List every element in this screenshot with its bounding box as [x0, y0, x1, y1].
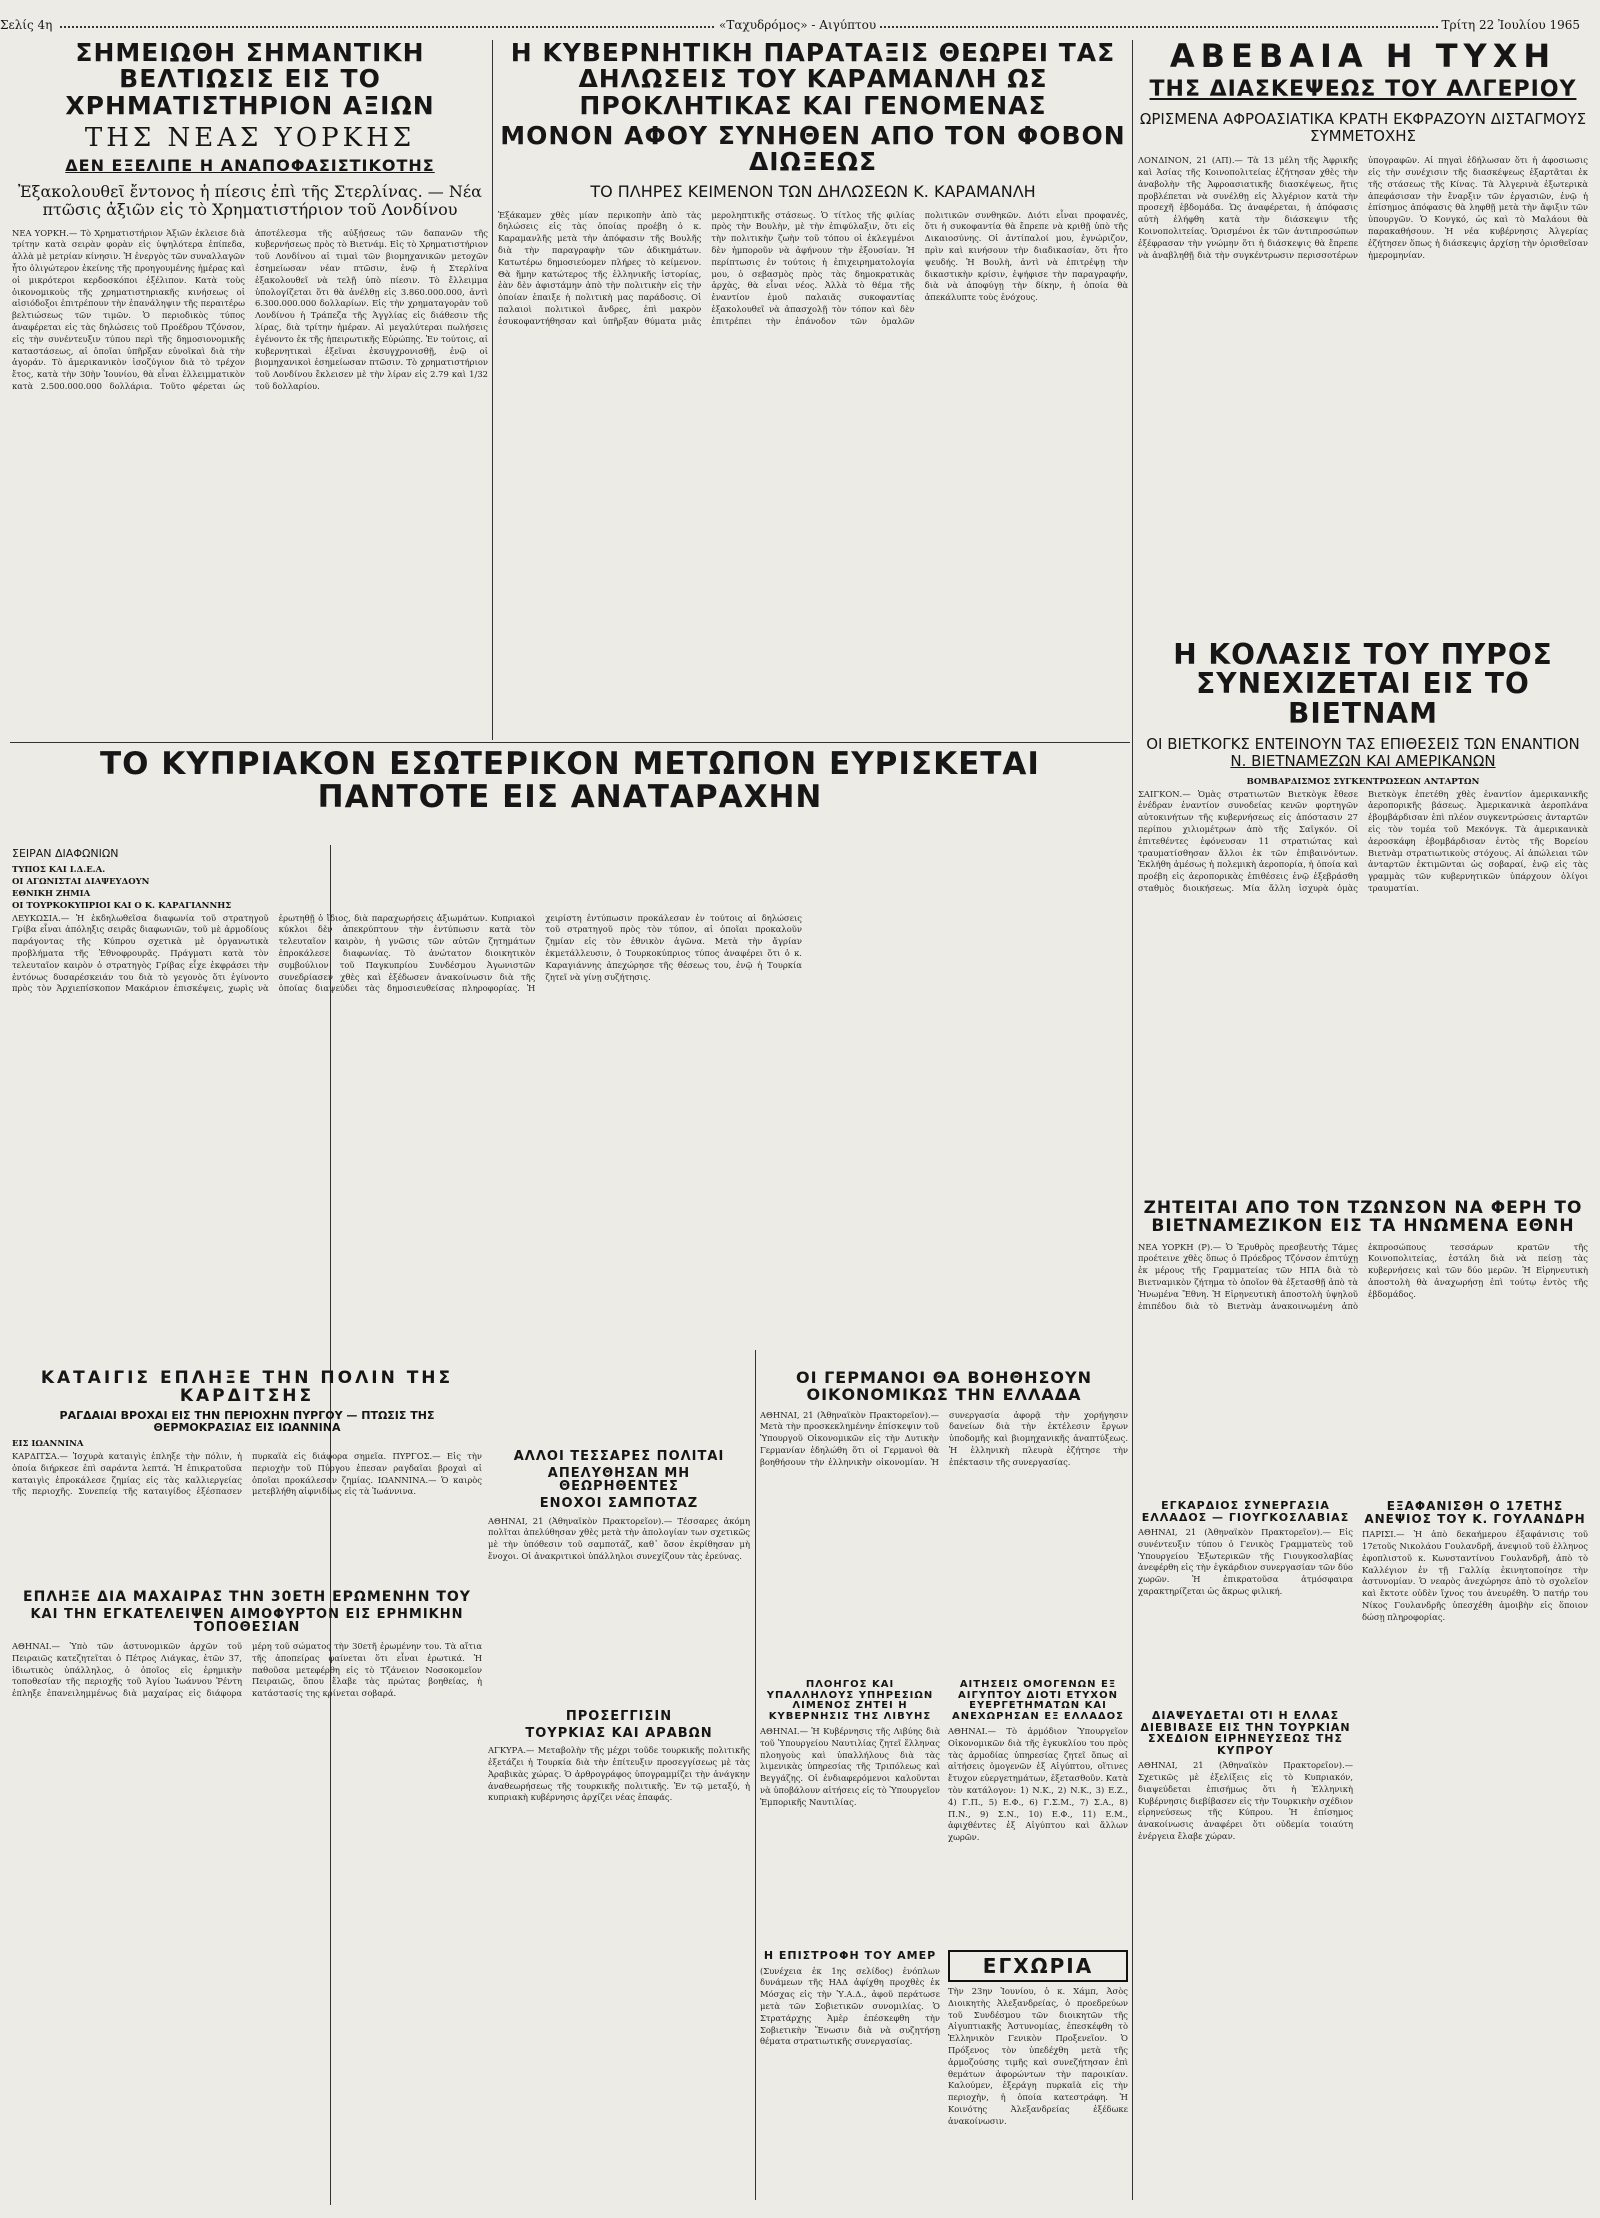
subheadline: ΡΑΓΔΑΙΑΙ ΒΡΟΧΑΙ ΕΙΣ ΤΗΝ ΠΕΡΙΟΧΗΝ ΠΥΡΓΟΥ — ΠΤΩΣΙΣ ΤΗΣ ΘΕΡΜΟΚΡΑΣΙΑΣ ΕΙΣ ΙΩΑΝΝΙΝΑ: [59, 1408, 435, 1435]
headline: Η ΕΠΙΣΤΡΟΦΗ ΤΟΥ ΑΜΕΡ: [763, 1950, 937, 1962]
headline: ΖΗΤΕΙΤΑΙ ΑΠΟ ΤΟΝ ΤΖΩΝΣΟΝ ΝΑ ΦΕΡΗ ΤΟ ΒΙΕΤΝΑΜΕΖΙΚΟΝ ΕΙΣ ΤΑ ΗΝΩΜΕΝΑ ΕΘΝΗ: [1143, 1200, 1583, 1236]
article-body: ΝΕΑ ΥΟΡΚΗ (Ρ).— Ὁ Ἐρυθρὸς πρεσβευτὴς Τάμες προέτεινε χθὲς ὅπως ὁ Πρόεδρος Τζόνσον ἐπιτύχῃ ἐκ μέρους τῆς Γραμματείας τῶν ΗΠΑ διὰ τὸ Βιετναμικὸν ζήτημα τὸ ὁποῖον θὰ ἐξετασθῇ ἀπὸ τὰ Ἡνωμένα Ἔθνη. Ἡ Εἰρηνευτικὴ ἀποστολὴ ὑψηλοῦ ἐπιπέδου διὰ τὸ Βιετνὰμ ἀνακοινωμένη ἀπὸ ἐκπροσώπους τεσσάρων κρατῶν τῆς Κοινοπολιτείας, ἐστάλη διὰ νὰ πείσῃ τὰς κυβερνήσεις καὶ τῶν δύο μερῶν. Ἡ Εἰρηνευτικὴ ἀποστολὴ θὰ ἀναχωρήσῃ ἐπὶ τούτῳ ἐντὸς τῆς ἑβδομάδος.: [1138, 1241, 1588, 1311]
article-algiers-conference: [1138, 40, 1588, 630]
headline: ΕΠΛΗΞΕ ΔΙΑ ΜΑΧΑΙΡΑΣ ΤΗΝ 30ΕΤΗ ΕΡΩΜΕΝΗΝ ΤΟΥ: [23, 1590, 471, 1605]
article-turkey-arabs: [488, 1710, 750, 2200]
headline: ΕΓΚΑΡΔΙΟΣ ΣΥΝΕΡΓΑΣΙΑ ΕΛΛΑΔΟΣ — ΓΙΟΥΓΚΟΣΛΑΒΙΑΣ: [1141, 1500, 1350, 1524]
article-body: ΑΓΚΥΡΑ.— Μεταβολὴν τῆς μέχρι τοῦδε τουρκικῆς πολιτικῆς ἐξετάζει ἡ Τουρκία διὰ τὴν ἐπίτευξιν προσεγγίσεως μὲ τὰς Ἀραβικὰς χώρας. Ὁ ἀρθρογράφος ὑπογραμμίζει τὴν ἀνάγκην ἀναθεωρήσεως τῆς τουρκικῆς πολιτικῆς. Ἐν τῷ μεταξύ, ἡ κυπριακὴ κυβέρνησις ἀρχίζει νέας ἐπαφάς.: [488, 1745, 750, 1803]
article-egypt-expatriates: [948, 1680, 1128, 1940]
headline: ΑΛΛΟΙ ΤΕΣΣΑΡΕΣ ΠΟΛΙΤΑΙ: [513, 1450, 725, 1464]
article-cyprus-peace-plan: [1138, 1710, 1353, 2200]
article-yugoslavia: [1138, 1500, 1353, 1700]
section-title: ΟΙ ΤΟΥΡΚΟΚΥΠΡΙΟΙ ΚΑΙ Ο Κ. ΚΑΡΑΓΙΑΝΝΗΣ: [12, 900, 232, 911]
article-body: ΚΑΡΔΙΤΣΑ.— Ἰσχυρὰ καταιγὶς ἐπληξε τὴν πόλιν, ἡ ὁποία διήρκεσε ἐπὶ σαράντα λεπτά. Ἡ ἐπικρατοῦσα καταιγὶς ἐπροκάλεσε ζημίας εἰς τὰς καλλιεργείας τῆς περιοχῆς. Συνεπείᾳ τῆς καταιγίδος ἐξέσπασεν πυρκαϊὰ εἰς διάφορα σημεῖα. ΠΥΡΓΟΣ.— Εἰς τὴν περιοχὴν τοῦ Πύργου ἐπεσαν ραγδαῖαι βροχαὶ αἱ ὁποῖαι προκάλεσαν ζημίας. ΙΩΑΝΝΙΝΑ.— Ὁ καιρὸς μετεβλήθη αἰφνιδίως εἰς τὰ Ἰωάννινα.: [12, 1450, 482, 1497]
issue-date: Τρίτη 22 Ἰουλίου 1965: [1438, 18, 1584, 32]
article-body: Ἐξάκαμεν χθὲς μίαν περικοπὴν ἀπὸ τὰς δηλώσεις εἰς τὰς ὁποίας προέβη ὁ κ. Καραμανλῆς μετὰ τὴν ἀπόφασιν τῆς Βουλῆς διὰ τὴν παραγραφὴν τῶν ἀδικημάτων. Κατωτέρω δημοσιεύομεν πλήρες τὸ κείμενον. Θὰ ἤμην κατώτερος τῆς ἑλληνικῆς ἱστορίας, ἐὰν δὲν ἀφιστάμην ἀπὸ τὴν πολιτικὴν εἰς τὴν ὁποίαν ἐπαιξε ἡ πολιτικὴ μας παράδοσις. Οἱ παλαιοὶ πολιτικοὶ ἄνδρες, ἐπὶ μακρὸν ἐσυκοφαντήθησαν καὶ ὑπῆρξαν θύματα μιᾶς μεροληπτικῆς στάσεως. Ὁ τίτλος τῆς φιλίας πρὸς τὴν Βουλὴν, μὲ τὴν ἐπιφύλαξιν, ὅτι εἰς τὴν πολιτικὴν ζωὴν τοῦ τόπου οἱ ἐκλεγμένοι δὲν ἠμποροῦν νὰ ἀφήνουν τὴν ἐξουσίαν. Ἡ περίπτωσις ἐν τούτοις ἡ ἐπιχειρηματολογία μου, ὁ σεβασμὸς πρὸς τὰς δημοκρατικὰς ἀρχὰς, θὰ εἶναι νέος. Ἀλλὰ τὸ θέμα τῆς ἐναντίον ἐμοῦ παλαιᾶς συκοφαντίας ἐξακολουθεῖ νὰ ἀπασχολῇ τὸν τόπον καὶ δὲν ἐπιτρέπει τὴν ἐπάνοδον τῶν ὁμαλῶν πολιτικῶν συνθηκῶν. Διότι εἶναι προφανές, ὅτι ἡ συκοφαντία θὰ ἔπρεπε νὰ κριθῇ ὑπὸ τῆς Δικαιοσύνης. Οἱ ἀντίπαλοί μου, ἐγνώριζον, πρὶν καὶ κινήσουν τὴν διαδικασίαν, ὅτι ἦτο ψευδής. Ἡ Βουλὴ, ἀντὶ νὰ ἐπιτρέψῃ τὴν δικαστικὴν κρίσιν, ἐψήφισε τὴν παραγραφήν, διὰ νὰ ἀποφύγῃ τὴν δίκην, ἡ ὁποία θὰ ἀπεκάλυπτε τοὺς ἐνόχους.: [498, 209, 1128, 326]
article-goulandris: [1362, 1500, 1588, 2200]
headline: ΠΡΟΣΕΓΓΙΣΙΝ: [565, 1710, 673, 1724]
article-body: ΑΘΗΝΑΙ.— Τὸ ἀρμόδιον Ὑπουργεῖον Οἰκονομικῶν διὰ τῆς ἐγκυκλίου του πρὸς τὰς ἁρμοδίας ὑπηρεσίας ζητεῖ ὅπως αἱ αἰτήσεις ὁμογενῶν ἐξ Αἰγύπτου, οἵτινες ἔτυχον εὐεργετημάτων, ἐξετασθοῦν. Κατὰ τὸν κατάλογον: 1) Ν.Κ., 2) Ν.Κ., 3) Ε.Ζ., 4) Γ.Π., 5) Ε.Φ., 6) Γ.Σ.Μ., 7) Σ.Α., 8) Π.Ν., 9) Σ.Ν., 10) Ε.Φ., 11) Ε.Μ., ἀφιχθέντες ἐξ Αἰγύπτου καὶ ἄλλων χωρῶν.: [948, 1726, 1128, 1843]
section-rule: [10, 742, 1130, 743]
subheadline: ΟΙ ΒΙΕΤΚΟΓΚΣ ΕΝΤΕΙΝΟΥΝ ΤΑΣ ΕΠΙΘΕΣΕΙΣ ΤΩΝ ΕΝΑΝΤΙΟΝ: [1146, 735, 1580, 754]
headline: ΤΟ ΚΥΠΡΙΑΚΟΝ ΕΣΩΤΕΡΙΚΟΝ ΜΕΤΩΠΟΝ ΕΥΡΙΣΚΕΤΑΙ ΠΑΝΤΟΤΕ ΕΙΣ ΑΝΑΤΑΡΑΧΗΝ: [100, 748, 1040, 815]
column-rule: [1132, 40, 1133, 2200]
article-body: ΠΑΡΙΣΙ.— Ἡ ἀπὸ δεκαήμερου ἐξαφάνισις τοῦ 17ετοῦς Νικολάου Γουλανδρῆ, ἀνεψιοῦ τοῦ ἑλληνος ἐφοπλιστοῦ κ. Κωνσταντίνου Γουλανδρῆ, ἀπὸ τὸ Καλλέγιον ἐν τῇ Γαλλίᾳ ἐκινητοποίησε τὴν ἀστυνομίαν. Ὁ νεαρὸς ἀνεχώρησε ἀπὸ τὸ σχολεῖον καὶ ἔκτοτε οὐδὲν ἴχνος του ἀνευρέθη. Ὁ πατήρ του Νίκος Γουλανδρῆς ὑπεσχέθη ἀμοιβὴν εἰς ὅποιον δώσῃ πληροφορίας.: [1362, 1529, 1588, 1622]
subheadline: Ἐξακολουθεῖ ἔντονος ἡ πίεσις ἐπὶ τῆς Στερλίνας. — Νέα πτῶσις ἀξιῶν εἰς τὸ Χρηματιστήριον τοῦ Λονδίνου: [18, 181, 482, 220]
headline-line-2: ΑΠΕΛΥΘΗΣΑΝ ΜΗ ΘΕΩΡΗΘΕΝΤΕΣ: [547, 1465, 691, 1495]
article-karditsa-storm: [12, 1370, 482, 1580]
article-karamanlis: [498, 40, 1128, 740]
headline-line-3: ΕΝΟΧΟΙ ΣΑΜΠΟΤΑΖ: [539, 1495, 699, 1511]
article-sabotage: [488, 1450, 750, 1700]
article-body: ΑΘΗΝΑΙ, 21 (Ἀθηναϊκὸν Πρακτορεῖον).— Σχετικῶς μὲ ἐξελίξεις εἰς τὸ Κυπριακόν, διαψεύδεται ἐπισήμως ὅτι ἡ Ἑλληνικὴ Κυβέρνησις διεβίβασεν εἰς τὴν Τουρκικὴν σχέδιον εἰρηνεύσεως τῆς Κύπρου. Ἡ ἐπίσημος ἀνακοίνωσις ἀναφέρει ὅτι οὐδεμία τοιαύτη ἐνέργεια ἔλαβε χώραν.: [1138, 1760, 1353, 1841]
article-body: ΣΑΙΓΚΟΝ.— Ὁμὰς στρατιωτῶν Βιετκὸγκ ἔθεσε ἐνέδραν ἐναντίον συνοδείας κενῶν φορτηγῶν αὐτοκινήτων τῆς κυβερνήσεως εἰς ἀπόστασιν 27 περίπου χιλιομέτρων ἀπὸ τῆς Σαϊγκόν. Οἱ ἐπιτεθέντες ἐφόνευσαν 11 στρατιώτας καὶ τραυματίσθησαν ἄλλοι ἐκ τῶν ἐπιβαινόντων. Ἐκλήθη ἀμέσως ἡ πολεμικὴ ἀεροπορία, ἡ ὁποία καὶ προέβη εἰς ἀεροπορικὰς ἐπιθέσεις ἐνῷ ἐξεβράσθη σταθμὸς διοικήσεως. Μία ἄλλη ἰσχυρὰ ὁμὰς Βιετκὸγκ ἐπετέθη χθὲς ἐναντίον ἀμερικανικῆς ἀεροπορικῆς βάσεως. Ἀμερικανικὰ ἀεροπλάνα ἐβομβάρδισαν ἐπὶ πλέον συγκεντρώσεις ἀνταρτῶν εἰς τὸν τομέα τοῦ Μεκόνγκ. Τὰ ἀμερικανικὰ ἀεροσκάφη ἐβομβάρδισαν ἐντὸς τῆς Βορείου Βιετνὰμ στρατιωτικοὺς στόχους. Αἱ ἀπώλειαι τῶν ἀνταρτῶν ἐκτιμῶνται ὡς σοβαραί, ἐνῷ εἰς τὰς γραμμὰς τῶν κυβερνητικῶν ὑπάρχουν ὀλίγοι τραυματίαι.: [1138, 788, 1588, 894]
section-local-news: [948, 1950, 1128, 2200]
headline: ΠΛΟΗΓΟΣ ΚΑΙ ΥΠΑΛΛΗΛΟΥΣ ΥΠΗΡΕΣΙΩΝ ΛΙΜΕΝΟΣ ΖΗΤΕΙ Η ΚΥΒΕΡΝΗΣΙΣ ΤΗΣ ΛΙΒΥΗΣ: [766, 1680, 934, 1722]
article-body: ΑΘΗΝΑΙ, 21 (Ἀθηναϊκὸν Πρακτορεῖον).— Τέσσαρες ἀκόμη πολῖται ἀπελύθησαν χθὲς μετὰ τὴν ἀπολογίαν των σχετικῶς μὲ τὴν ὑπόθεσιν τοῦ σαμποτάζ, καθ᾽ ὅσον ἐκρίθησαν μὴ ἔνοχοι. Οἱ ἀνακριτικοὶ ὑπάλληλοι συνεχίζουν τὰς ἐρεύνας.: [488, 1515, 750, 1561]
page-number: Σελίς 4η: [0, 18, 53, 32]
headline-line-2: ΤΗΣ ΔΙΑΣΚΕΨΕΩΣ ΤΟΥ ΑΛΓΕΡΙΟΥ: [1149, 76, 1577, 102]
headline: ΟΙ ΓΕΡΜΑΝΟΙ ΘΑ ΒΟΗΘΗΣΟΥΝ ΟΙΚΟΝΟΜΙΚΩΣ ΤΗΝ ΕΛΛΑΔΑ: [795, 1370, 1093, 1404]
subheadline-2: Ν. ΒΙΕΤΝΑΜΕΖΩΝ ΚΑΙ ΑΜΕΡΙΚΑΝΩΝ: [1230, 752, 1496, 771]
page-header: [0, 18, 1600, 32]
subheadline: ΤΟ ΠΛΗΡΕΣ ΚΕΙΜΕΝΟΝ ΤΩΝ ΔΗΛΩΣΕΩΝ Κ. ΚΑΡΑΜΑΝΛΗ: [590, 182, 1036, 202]
section-title: ΕΘΝΙΚΗ ΖΗΜΙΑ: [12, 888, 91, 899]
headline-line-2: ΚΑΙ ΤΗΝ ΕΓΚΑΤΕΛΕΙΨΕΝ ΑΙΜΟΦΥΡΤΟΝ ΕΙΣ ΕΡΗΜΙΚΗΝ ΤΟΠΟΘΕΣΙΑΝ: [30, 1606, 464, 1636]
headline-line-2: ΜΟΝΟΝ ΑΦΟΥ ΣΥΝΗΘΕΝ ΑΠΟ ΤΟΝ ΦΟΒΟΝ ΔΙΩΞΕΩΣ: [500, 120, 1126, 176]
article-vietnam-fire: [1138, 640, 1588, 1200]
section-title: ΒΟΜΒΑΡΔΙΣΜΟΣ ΣΥΓΚΕΝΤΡΩΣΕΩΝ ΑΝΤΑΡΤΩΝ: [1246, 776, 1480, 787]
section-title: ΟΙ ΑΓΩΝΙΣΤΑΙ ΔΙΑΨΕΥΔΟΥΝ: [12, 876, 150, 887]
headline: ΑΙΤΗΣΕΙΣ ΟΜΟΓΕΝΩΝ ΕΞ ΑΙΓΥΠΤΟΥ ΔΙΟΤΙ ΕΤΥΧΟΝ ΕΥΕΡΓΕΤΗΜΑΤΩΝ ΚΑΙ ΑΝΕΧΩΡΗΣΑΝ ΕΞ ΕΛΛΑΔΟΣ: [951, 1680, 1125, 1722]
headline: ΚΑΤΑΙΓΙΣ ΕΠΛΗΞΕ ΤΗΝ ΠΟΛΙΝ ΤΗΣ ΚΑΡΔΙΤΣΗΣ: [40, 1370, 454, 1406]
headline: ΕΞΑΦΑΝΙΣΘΗ Ο 17ΕΤΗΣ ΑΝΕΨΙΟΣ ΤΟΥ Κ. ΓΟΥΛΑΝΔΡΗ: [1364, 1500, 1586, 1526]
article-body: ΝΕΑ ΥΟΡΚΗ.— Τὸ Χρηματιστήριον Ἀξιῶν ἐκλεισε διὰ τρίτην κατὰ σειρὰν φορὰν εἰς ὑψηλότερα ἐπίπεδα, ἀλλὰ μὲ μετρίαν κίνησιν. Ἡ ἐνεργὸς τῶν συναλλαγῶν ἦτο ὁλιγώτερον ἐκείνης τῆς προηγουμένης ἡμέρας καὶ οἱ μικρότεροι κερδοσκόποι ἐξέλιπον. Κατὰ τοὺς ὀικονομικοὺς τῆς χρηματιστηριακῆς κινήσεως οἱ αἰσιόδοξοι ἐπιτρέπουν τὴν ἐπανάληψιν τῆς περαιτέρω βελτιώσεως τῶν τιμῶν. Ὁ περιοδικὸς τύπος ἀναφέρεται εἰς τὰς δηλώσεις τοῦ Προέδρου Τζόνσον, εἰς τὴν συνέντευξιν τύπου περὶ τῆς δημοσιονομικῆς καταστάσεως, αἱ ὁποῖαι ὑπῆρξαν εὐνοϊκαὶ διὰ τὴν ἀγοράν. Τὸ ἀμερικανικὸν ἰσοζύγιον διὰ τὸ τρέχον ἔτος, κατὰ τὴν 30ὴν Ἰουνίου, θὰ εἶναι ἐλλειμματικὸν κατὰ 2.500.000.000 δολλάρια. Τοῦτο φέρεται ὡς ἀποτέλεσμα τῆς αὐξήσεως τῶν δαπανῶν τῆς κυβερνήσεως πρὸς τὸ Βιετνάμ. Εἰς τὸ Χρηματιστήριον τοῦ Λονδίνου αἱ τιμαὶ τῶν βιομηχανικῶν μετοχῶν ἐσημείωσαν νέαν πτῶσιν, ἐνῷ ἡ Στερλίνα ἐξακολουθεῖ νὰ τελῇ ὑπὸ πίεσιν. Τὸ ἔλλειμμα ὑπολογίζεται ὅτι θὰ ἀνέλθῃ εἰς 3.860.000.000, ἀντὶ 6.300.000.000 δολλαρίων. Εἰς τὴν χρηματαγορὰν τοῦ Λονδίνου ἡ Τράπεζα τῆς Ἀγγλίας εἰς διάθεσιν τῆς λίρας, διὰ τρίτην ἡμέραν. Αἱ μεγαλύτεραι πωλήσεις ἐγένοντο ἐκ τῆς ἠπειρωτικῆς Εὐρώπης. Ἐν τούτοις, αἱ κυβερνητικαὶ ἐξεῖναι ἐκσυγχρονισθῇ, ἐνῷ οἱ βιομηχανικοὶ ἐσημείωσαν πτῶσιν. Τὸ χρηματιστήριον τοῦ Λονδίνου ἔκλεισεν μὲ τὴν λίραν εἰς 2.79 καὶ 1/32 τοῦ δολλαρίου.: [12, 227, 488, 391]
section-title: ΕΙΣ ΙΩΑΝΝΙΝΑ: [12, 1438, 84, 1449]
article-german-aid: [760, 1370, 1128, 1670]
newspaper-name: «Ταχυδρόμος» - Αιγύπτου: [715, 18, 880, 32]
article-body: ΑΘΗΝΑΙ.— Ἡ Κυβέρνησις τῆς Λιβύης διὰ τοῦ Ὑπουργείου Ναυτιλίας ζητεῖ ἕλληνας πλοηγοὺς καὶ ὑπαλλήλους διὰ τὰς λιμενικὰς ὑπηρεσίας τῆς Τριπόλεως καὶ Βεγγάζης. Οἱ ἐνδιαφερόμενοι καλοῦνται νὰ ὑποβάλουν αἰτήσεις εἰς τὸ Ὑπουργεῖον Ἐμπορικῆς Ναυτιλίας.: [760, 1726, 940, 1807]
headline: ΣΗΜΕΙΩΘΗ ΣΗΜΑΝΤΙΚΗ ΒΕΛΤΙΩΣΙΣ ΕΙΣ ΤΟ ΧΡΗΜΑΤΙΣΤΗΡΙΟΝ ΑΞΙΩΝ: [65, 40, 435, 120]
column-rule: [492, 40, 493, 740]
article-body: (Συνέχεια ἐκ 1ης σελίδος) ἐνόπλων δυνάμεων τῆς ΗΑΔ ἀφίχθη προχθὲς ἐκ Μόσχας εἰς τὴν Ὑ.Α.Δ., ἀφοῦ περάτωσε μετὰ τῶν Σοβιετικῶν συνομιλίας. Ὁ Στρατάρχης Ἀμὲρ ἐπέσκεφθη τὴν Σοβιετικὴν Ἕνωσιν διὰ νὰ συζητήσῃ θέματα στρατιωτικῆς συνεργασίας.: [760, 1965, 940, 2047]
headline-line-2: ΤΗΣ ΝΕΑΣ ΥΟΡΚΗΣ: [84, 122, 416, 153]
article-body: ΑΘΗΝΑΙ.— Ὑπὸ τῶν ἀστυνομικῶν ἀρχῶν τοῦ Πειραιῶς κατεζητεῖται ὁ Πέτρος Λιάγκας, ἐτῶν 37, ἰδιωτικὸς ὑπάλληλος, ὁ ὁποῖος εἰς ἐρημικὴν τοποθεσίαν τῆς περιοχῆς τοῦ Ἁγίου Ἰωάννου Ῥέντη ἐπληξε ἐπανειλημμένως διὰ μαχαίρας εἰς διάφορα μέρη τοῦ σώματος τὴν 30ετῆ ἐρωμένην του. Τὰ αἴτια τῆς ἀποπείρας φαίνεται ὅτι εἶναι ἐρωτικά. Ἡ παθοῦσα μετεφέρθη εἰς τὸ Τζάνειον Νοσοκομεῖον Πειραιῶς, ὅπου ἔλαβε τὰς πρώτας βοηθείας, ἡ κατάστασίς της κρίνεται σοβαρά.: [12, 1640, 482, 1699]
headline: Η ΚΥΒΕΡΝΗΤΙΚΗ ΠΑΡΑΤΑΞΙΣ ΘΕΩΡΕΙ ΤΑΣ ΔΗΛΩΣΕΙΣ ΤΟΥ ΚΑΡΑΜΑΝΛΗ ΩΣ ΠΡΟΚΛΗΤΙΚΑΣ ΚΑΙ ΓΕΝΟΜΕΝΑΣ: [510, 40, 1116, 120]
column-rule: [755, 1350, 756, 2200]
article-body: ΛΕΥΚΩΣΙΑ.— Ἡ ἐκδηλωθεῖσα διαφωνία τοῦ στρατηγοῦ Γρίβα εἶναι ἀπόληξις σειρᾶς διαφωνιῶν, τοῦ μὲ ἀρμοδίους παράγοντας τῆς Κύπρου σχετικὰ μὲ ὀργανωτικὰ προβλήματα τῆς Ἐθνοφρουρᾶς. Πράγματι κατὰ τὸν τελευταῖον καιρὸν ὁ στρατηγὸς Γρίβας εἶχε ἐκφράσει τὴν ἐντόνως δυσαρέσκειάν του διὰ τὸ γεγονὸς ὅτι ἐγίνοντο πρὸς τὸν Ἀρχιεπίσκοπον Μακάριον ἐπισκέψεις, χωρὶς νὰ ἐρωτηθῇ ὁ ἴδιος, διὰ παραχωρήσεις ἀξιωμάτων. Κυπριακοὶ κύκλοι δὲν ἀπεκρύπτουν τὴν ἐντύπωσιν κατὰ τὸν τελευταῖον καιρὸν, ἡ γνῶσις τῶν αὐτῶν ζητημάτων ἐπροκάλεσε διαφωνίας. Τὸ ἀνώτατον διοικητικὸν συμβούλιον τοῦ Παγκυπρίου Συνδέσμου Ἀγωνιστῶν συνεδρίασεν χθὲς καὶ ἐξέδωσεν ἀνακοίνωσιν διὰ τῆς ὁποίας διαψεύδει τὰς δημοσιευθείσας πληροφορίας. Ἡ χειρίστη ἐντύπωσιν προκάλεσαν ἐν τούτοις αἱ δηλώσεις τοῦ στρατηγοῦ πρὸς τὸν τύπον, αἱ ὁποῖαι προκαλοῦν ζημίαν εἰς τὸν ἐθνικὸν ἀγῶνα. Μετὰ τὴν ἄγρίαν ἐκμετάλλευσιν, ὁ Τουρκοκύπριος τύπος ἀναφέρει ὅτι ὁ κ. Καραγιάννης ἀπεχώρησε τῆς θέσεως του, ἐνῷ ἡ Τουρκία ζητεῖ νὰ γίνῃ συζήτησις.: [12, 912, 802, 994]
article-cyprus-headline: [12, 748, 1128, 843]
article-body: ΛΟΝΔΙΝΟΝ, 21 (ΑΠ).— Τὰ 13 μέλη τῆς Ἀφρικῆς καὶ Ἀσίας τῆς Κοινοπολιτείας ἐζήτησαν χθὲς τὴν ἀναβολὴν τῆς Ἀφροασιατικῆς διασκέψεως, ἥτις προβλέπεται νὰ συνέλθῃ εἰς Ἀλγέριον κατὰ τὴν προσεχῆ ἑβδομάδα. Ὡς ἀναφέρεται, ἡ ἀπόφασις αὐτὴ ἐλήφθη κατὰ τὴν διάσκεψιν τῆς Κοινοπολιτείας. Ὁρισμένοι ἐκ τῶν ἀντιπροσώπων ἐξέφρασαν τὴν γνώμην ὅτι ἡ διάσκεψις θὰ ἔπρεπε νὰ ἀναβληθῇ διὰ τὴν συγκέντρωσιν περισσοτέρων ὑπογραφῶν. Αἱ πηγαὶ ἐδήλωσαν ὅτι ἡ ἀφοσιωσις εἰς τὴν συνέχισιν τῆς διασκέψεως ἐξαρτᾶται ἐκ τῆς στάσεως τῆς Κίνας. Τὰ Ἀλγερινὰ ἐξωτερικὰ ἀπεφάσισαν τὴν ἔναρξιν τῶν ἐργασιῶν, ἐνῷ ἡ ἐπίσημος ἀπόφασις θὰ ληφθῇ μετὰ τὴν ἄφιξιν τῶν ὑπουργῶν. Ὁ Κονγκό, ὡς καὶ τὸ Μαλάουι θὰ παρακαθήσουν. Ἡ νέα κυβέρνησις Ἀλγερίας ἐζήτησεν ὅπως ἡ διάσκεψις ἀρχίσῃ τὴν ὁρισθεῖσαν ἡμερομηνίαν.: [1138, 155, 1588, 260]
article-libya-pilots: [760, 1680, 940, 1940]
article-body: ΑΘΗΝΑΙ, 21 (Ἀθηναϊκὸν Πρακτορεῖον).— Μετὰ τὴν προσκεκλημένην ἐπίσκεψιν τοῦ Ὑπουργοῦ Οἰκονομικῶν εἰς τὴν Δυτικὴν Γερμανίαν ἐδηλώθη ὅτι οἱ Γερμανοὶ θὰ βοηθήσουν τὴν ἑλληνικὴν οἰκονομίαν. Ἡ συνεργασία ἀφορᾷ τὴν χορήγησιν δανείων διὰ τὴν ἐκτέλεσιν ἔργων ὑποδομῆς καὶ βιομηχανικῆς ἀναπτύξεως. Ἡ ἑλληνικὴ πλευρὰ ἐζήτησε τὴν ἐπέκτασιν τῆς συνεργασίας.: [760, 1409, 1128, 1467]
article-cyprus-body: [12, 848, 802, 1368]
headline-line-3: ΔΕΝ ΕΞΕΛΙΠΕ Η ΑΝΑΠΟΦΑΣΙΣΤΙΚΟΤΗΣ: [65, 156, 435, 176]
section-title: ΤΥΠΟΣ ΚΑΙ Ι.Δ.Ε.Α.: [12, 864, 106, 875]
headline: ΑΒΕΒΑΙΑ Η ΤΥΧΗ: [1169, 40, 1557, 75]
headline: Η ΚΟΛΑΣΙΣ ΤΟΥ ΠΥΡΟΣ ΣΥΝΕΧΙΖΕΤΑΙ ΕΙΣ ΤΟ ΒΙΕΤΝΑΜ: [1173, 640, 1553, 730]
article-amer-return: [760, 1950, 940, 2200]
section-logo: ΕΓΧΩΡΙΑ: [982, 1954, 1094, 1978]
article-johnson-un: [1138, 1200, 1588, 1490]
article-knife-attack: [12, 1590, 482, 2200]
headline-line-2: ΤΟΥΡΚΙΑΣ ΚΑΙ ΑΡΑΒΩΝ: [525, 1725, 713, 1741]
article-body: Τὴν 23ην Ἰουνίου, ὁ κ. Χάμπ, Ἀσὸς Διοικητὴς Ἀλεξανδρείας, ὁ προεδρεύων τοῦ Συνδέσμου τῶν διοικητῶν τῆς Αἰγυπτιακῆς Ἀστυνομίας, ἐπεσκέφθη τὸ Ἑλληνικὸν Γενικὸν Προξενεῖον. Ὁ Πρόξενος τὸν ὑπεδέχθη μετὰ τῆς ἁρμοζούσης τιμῆς καὶ συνεζήτησαν ἐπὶ θεμάτων ἀφορώντων τὴν παροικίαν. Καλούμεν, ἐξεράγη πυρκαϊὰ εἰς τὴν περιοχὴν, ἡ ὁποία κατεστράφη. Ἡ Κοινότης Ἀλεξανδρείας ἐξέδωκε ἀνακοίνωσιν.: [948, 1986, 1128, 2126]
article-stock-exchange: [12, 40, 488, 740]
headline: ΔΙΑΨΕΥΔΕΤΑΙ ΟΤΙ Η ΕΛΛΑΣ ΔΙΕΒΙΒΑΣΕ ΕΙΣ ΤΗΝ ΤΟΥΡΚΙΑΝ ΣΧΕΔΙΟΝ ΕΙΡΗΝΕΥΣΕΩΣ ΤΗΣ ΚΥΠΡΟΥ: [1140, 1710, 1351, 1757]
article-body: ΑΘΗΝΑΙ, 21 (Ἀθηναϊκὸν Πρακτορεῖον).— Εἰς συνέντευξιν τύπου ὁ Γενικὸς Γραμματεὺς τοῦ Ὑπουργείου Ἐξωτερικῶν τῆς Γιουγκοσλαβίας ἀνεφέρθη εἰς τὴν ἐγκάρδιον συνεργασίαν τῶν δύο χωρῶν. Ἡ ἐπικρατοῦσα ἀτμόσφαιρα χαρακτηρίζεται ὡς ἄκρως φιλική.: [1138, 1527, 1353, 1597]
subheadline: ΩΡΙΣΜΕΝΑ ΑΦΡΟΑΣΙΑΤΙΚΑ ΚΡΑΤΗ ΕΚΦΡΑΖΟΥΝ ΔΙΣΤΑΓΜΟΥΣ ΣΥΜΜΕΤΟΧΗΣ: [1139, 109, 1587, 145]
subheadline: ΣΕΙΡΑΝ ΔΙΑΦΩΝΙΩΝ: [12, 848, 119, 860]
